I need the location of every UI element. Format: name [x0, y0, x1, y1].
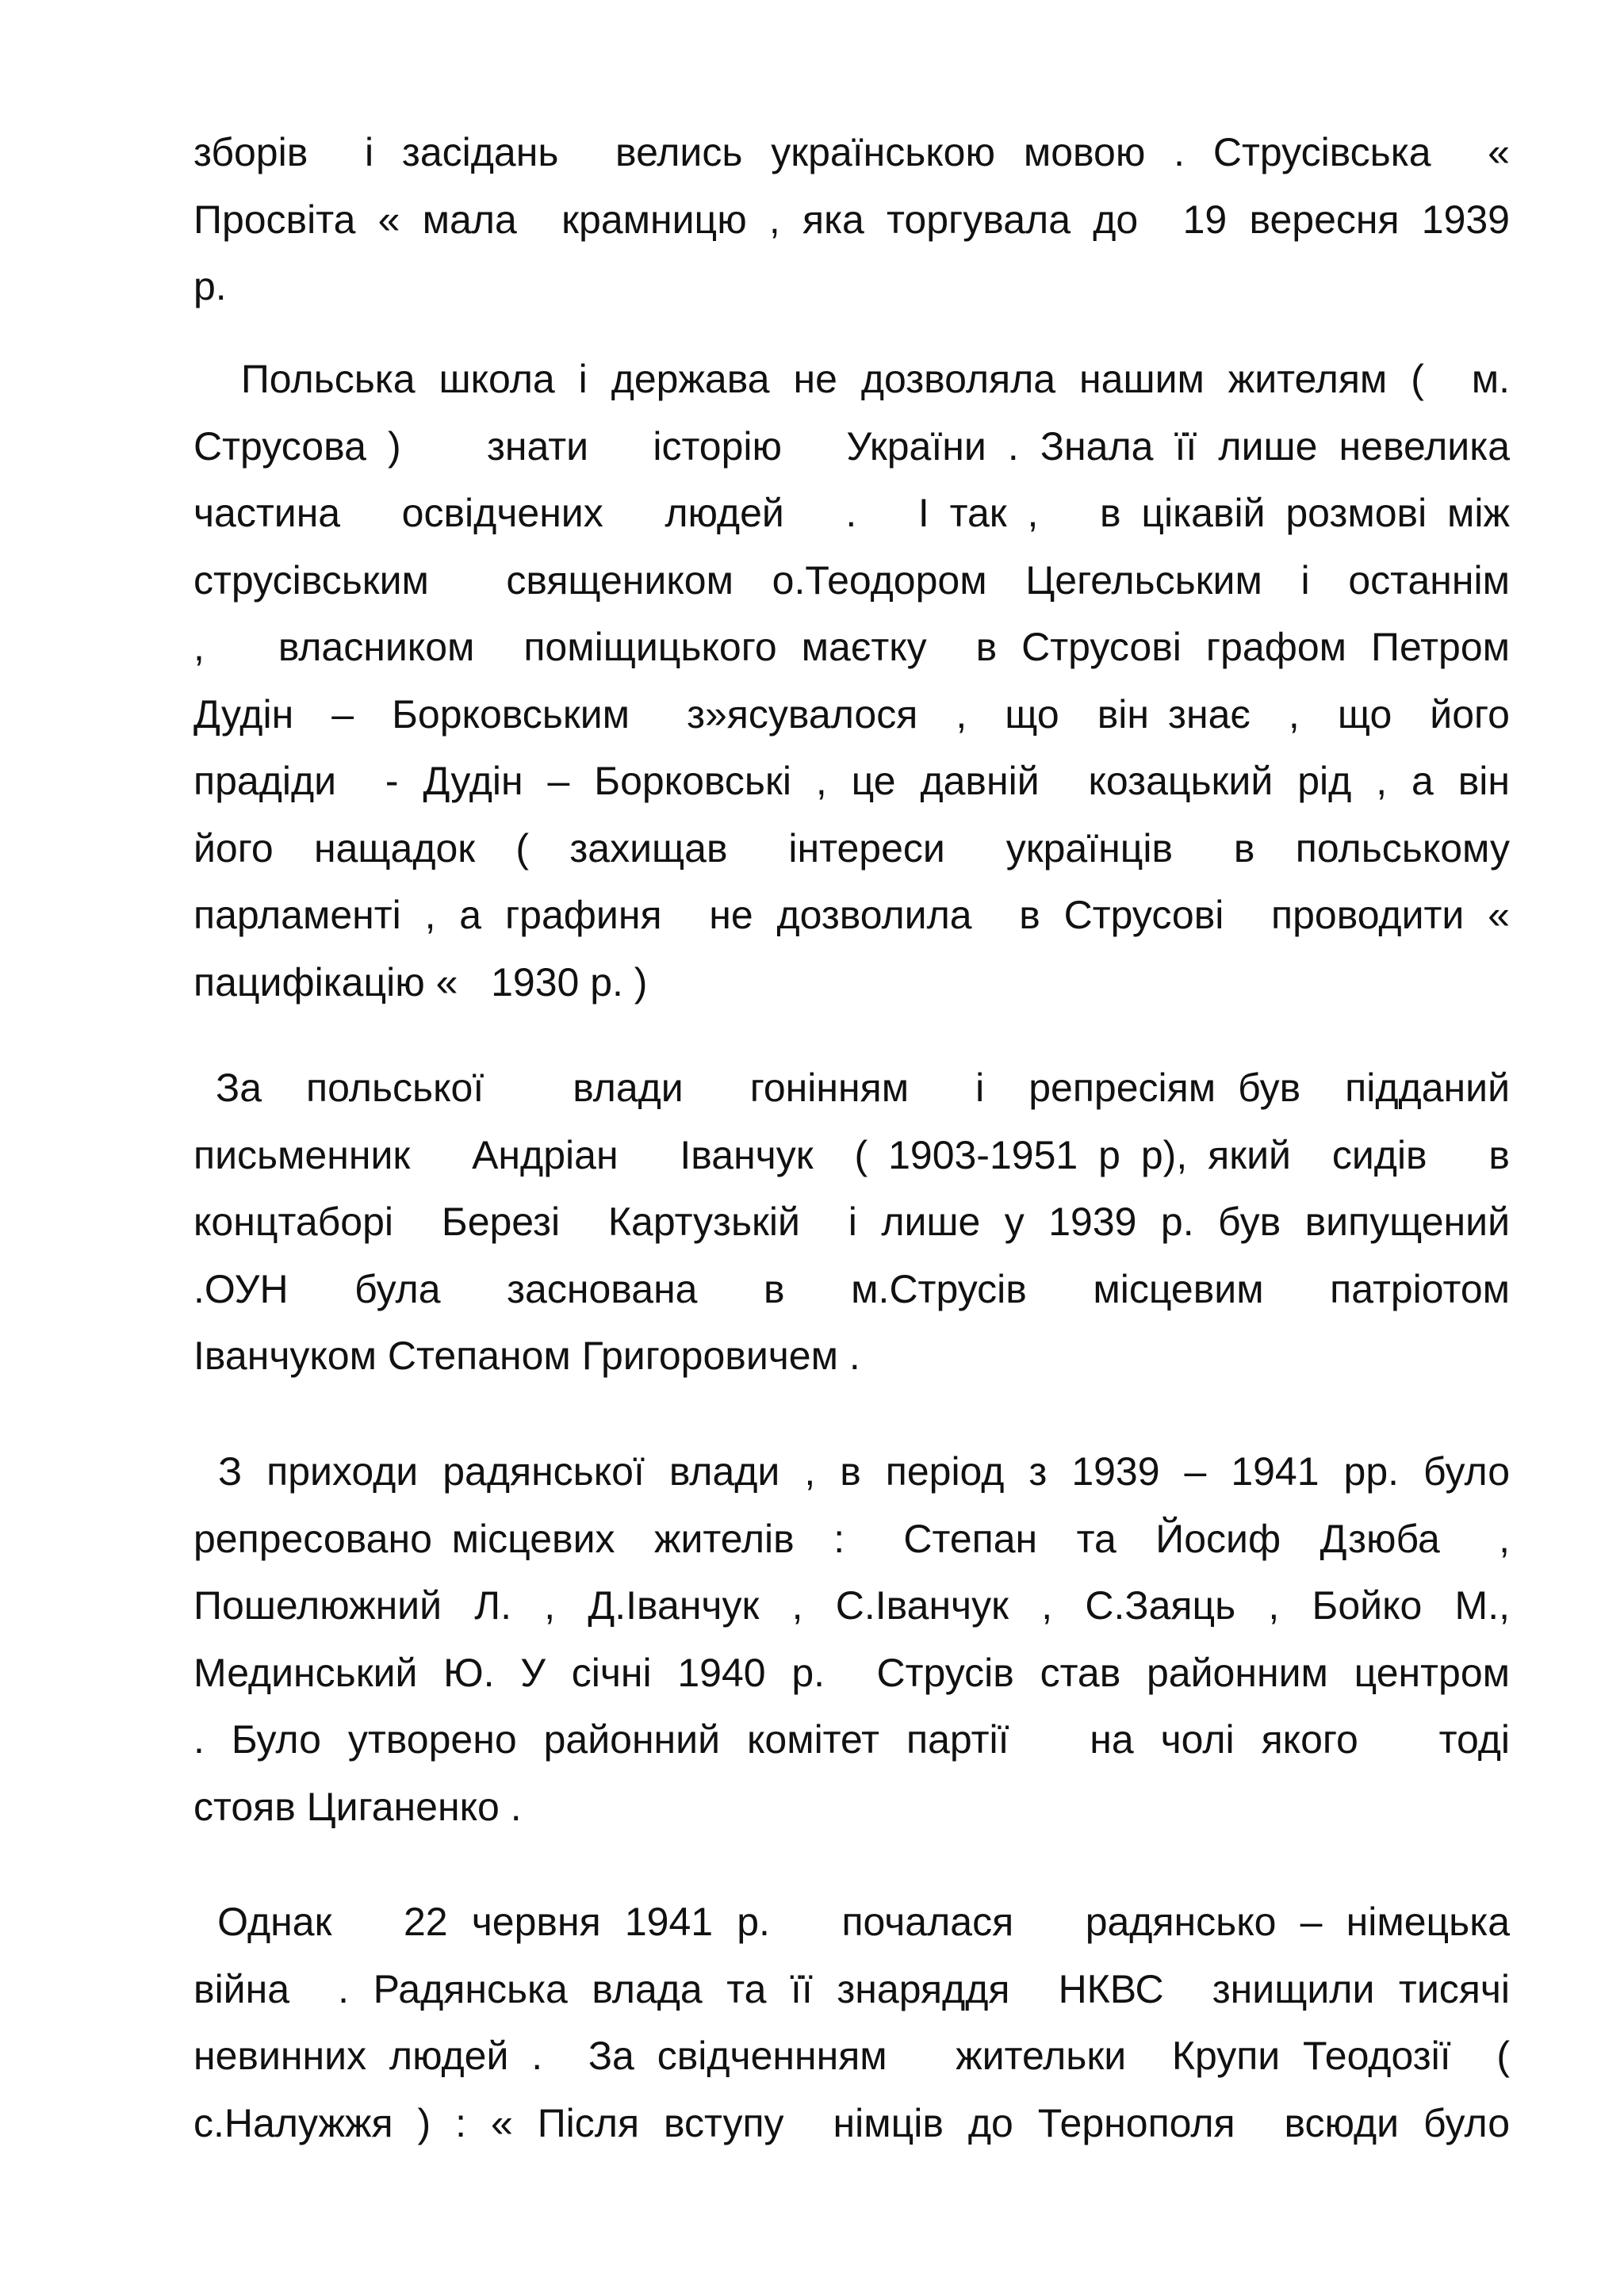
text-line: частина освідчених людей . І так , в цікавій розмові між — [193, 491, 1510, 535]
text-line: струсівським священиком о.Теодором Цегельським і останнім — [193, 557, 1510, 603]
text-line: Просвіта « мала крамницю , яка торгувала до 19 вересня 1939 — [193, 197, 1510, 242]
paragraph-4 — [193, 1438, 1510, 1840]
paragraph-5 — [193, 1888, 1510, 2156]
text-line: Іванчуком Степаном Григоровичем . — [193, 1334, 860, 1378]
text-line: . Було утворено районний комітет партії на чолі якого тоді — [193, 1717, 1510, 1762]
paragraph-2 — [193, 346, 1510, 1016]
text-line: зборів і засідань велись українською мовою . Струсівська « — [193, 130, 1510, 174]
text-line: За польської влади гонінням і репресіям був підданий — [193, 1066, 1510, 1110]
text-line: невинних людей . За свідченнням жительки Крупи Теодозії ( — [193, 2034, 1510, 2078]
text-line: прадіди - Дудін – Борковські , це давній козацький рід , а він — [193, 759, 1510, 803]
text-line: с.Налужжя ) : « Після вступу німців до Тернополя всюди було — [193, 2100, 1510, 2145]
text-line: Мединський Ю. У січні 1940 р. Струсів став районним центром — [193, 1650, 1510, 1695]
text-line: репресовано місцевих жителів : Степан та Йосиф Дзюба , — [193, 1516, 1510, 1561]
paragraph-1 — [193, 119, 1510, 320]
text-line: війна . Радянська влада та її знаряддя НКВС знищили тисячі — [193, 1966, 1510, 2011]
text-line: стояв Циганенко . — [193, 1784, 522, 1829]
text-line: Дудін – Борковським з»ясувалося , що він знає , що його — [193, 691, 1510, 737]
text-line: письменник Андріан Іванчук ( 1903-1951 р р), який сидів в — [193, 1132, 1510, 1177]
text-line: Струсова ) знати історію України . Знала її лише невелика — [193, 423, 1510, 469]
text-line: його нащадок ( захищав інтереси українців в польському — [193, 825, 1510, 871]
text-line: Польська школа і держава не дозволяла нашим жителям ( м. — [193, 357, 1510, 401]
text-line: р. — [193, 264, 227, 308]
text-line: Пошелюжний Л. , Д.Іванчук , С.Іванчук , С.Заяць , Бойко М., — [193, 1583, 1510, 1628]
paragraph-3 — [193, 1054, 1510, 1390]
text-line: Однак 22 червня 1941 р. почалася радянсько – німецька — [193, 1900, 1510, 1944]
text-line: , власником поміщицького маєтку в Струсові графом Петром — [193, 625, 1510, 669]
text-line: концтаборі Березі Картузькій і лише у 1939 р. був випущений — [193, 1200, 1510, 1244]
text-line: парламенті , а графиня не дозволила в Струсові проводити « — [193, 893, 1510, 937]
text-line: пацифікацію « 1930 р. ) — [193, 959, 648, 1004]
text-line: .ОУН була заснована в м.Струсів місцевим патріотом — [193, 1266, 1510, 1311]
text-line: З приходи радянської влади , в період з 1939 – 1941 рр. було — [193, 1449, 1510, 1494]
